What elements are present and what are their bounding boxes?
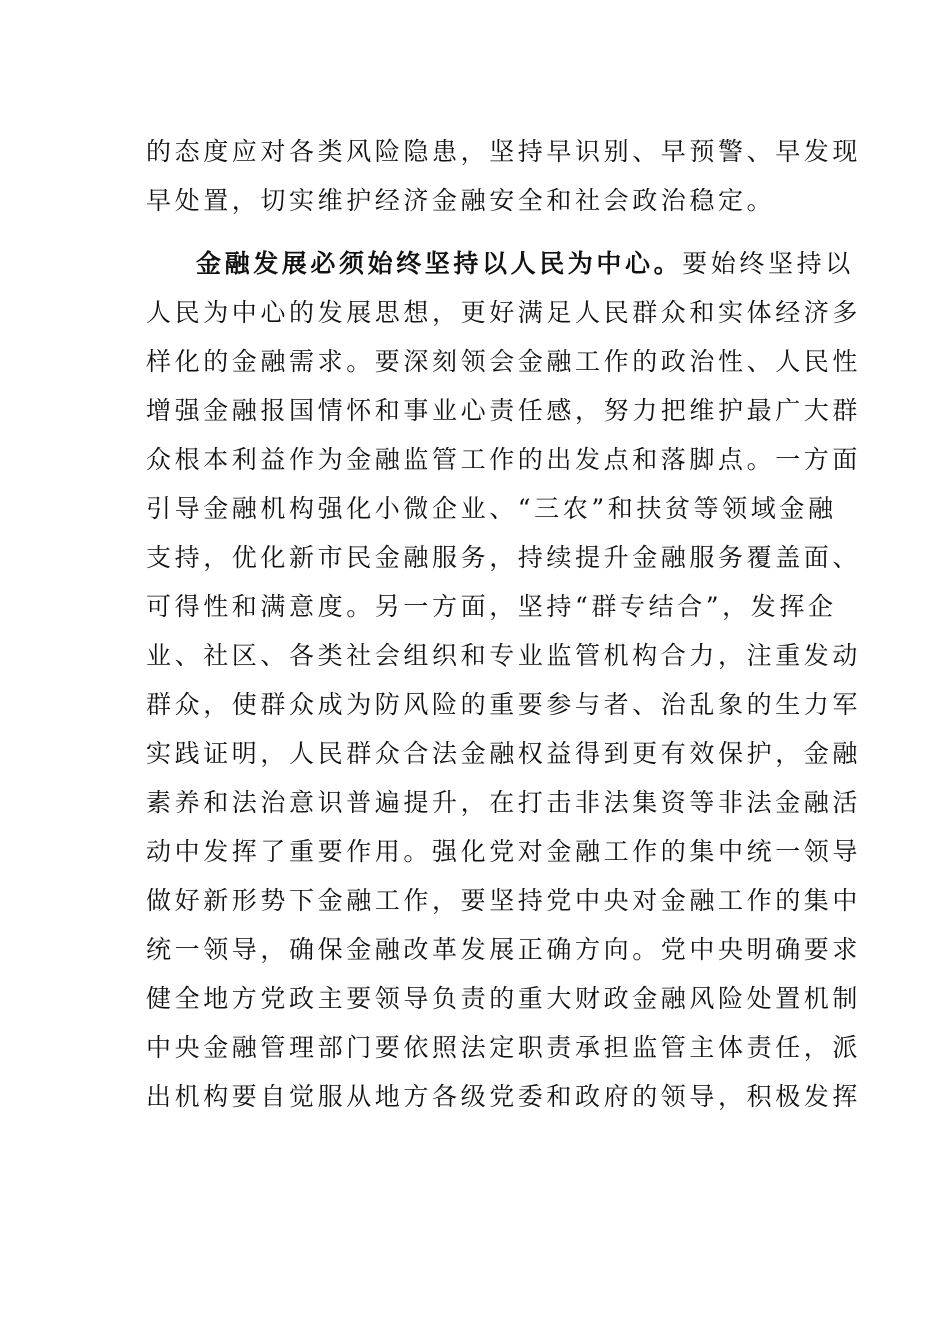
line-text: 的态度应对各类风险隐患，坚持早识别、早预警、早发现 <box>146 137 862 166</box>
line-text: 健全地方党政主要领导负责的重大财政金融风险处置机制 <box>146 984 862 1013</box>
line-text: 动中发挥了重要作用。强化党对金融工作的集中统一领导 <box>146 837 862 866</box>
line-text: 早处置，切实维护经济金融安全和社会政治稳定。 <box>146 186 776 215</box>
text-line-10 <box>146 591 837 623</box>
line-text: 业、社区、各类社会组织和专业监管机构合力，注重发动 <box>146 641 862 670</box>
paragraph-heading: 金融发展必须始终坚持以人民为中心。 <box>196 249 683 278</box>
text-line-9 <box>146 542 862 574</box>
line-text: 人民为中心的发展思想，更好满足人民群众和实体经济多 <box>146 298 862 327</box>
text-line-14 <box>146 787 862 819</box>
line-text: 群众，使群众成为防风险的重要参与者、治乱象的生力军 <box>146 690 862 719</box>
text-line-19 <box>146 1032 862 1064</box>
line-text: 做好新形势下金融工作，要坚持党中央对金融工作的集中 <box>146 886 862 915</box>
text-line-17 <box>146 934 862 966</box>
line-text: 要始终坚持以 <box>682 249 854 278</box>
text-line-15 <box>146 836 862 868</box>
text-line-11 <box>146 640 862 672</box>
text-line-16 <box>146 885 862 917</box>
text-line-8 <box>146 493 837 525</box>
line-text: 统一领导，确保金融改革发展正确方向。党中央明确要求 <box>146 935 862 964</box>
text-line-18 <box>146 983 862 1015</box>
line-text: 样化的金融需求。要深刻领会金融工作的政治性、人民性 <box>146 347 862 376</box>
line-text: 出机构要自觉服从地方各级党委和政府的领导，积极发挥 <box>146 1082 862 1111</box>
line-text: 实践证明，人民群众合法金融权益得到更有效保护，金融 <box>146 739 862 768</box>
text-line-6 <box>146 395 862 427</box>
line-text: 支持，优化新市民金融服务，持续提升金融服务覆盖面、 <box>146 543 862 572</box>
line-text: 素养和法治意识普遍提升，在打击非法集资等非法金融活 <box>146 788 862 817</box>
line-text: 可得性和满意度。另一方面，坚持“群专结合”，发挥企 <box>146 592 837 621</box>
text-line-3 <box>196 248 854 280</box>
text-line-5 <box>146 346 862 378</box>
text-line-20 <box>146 1081 862 1113</box>
line-text: 增强金融报国情怀和事业心责任感，努力把维护最广大群 <box>146 396 862 425</box>
line-text: 众根本利益作为金融监管工作的出发点和落脚点。一方面 <box>146 445 862 474</box>
text-line-7 <box>146 444 862 476</box>
text-line-4 <box>146 297 862 329</box>
text-line-1 <box>146 136 862 168</box>
line-text: 引导金融机构强化小微企业、“三农”和扶贫等领域金融 <box>146 494 837 523</box>
text-line-12 <box>146 689 862 721</box>
text-line-13 <box>146 738 862 770</box>
text-line-2 <box>146 185 806 217</box>
line-text: 中央金融管理部门要依照法定职责承担监管主体责任，派 <box>146 1033 862 1062</box>
